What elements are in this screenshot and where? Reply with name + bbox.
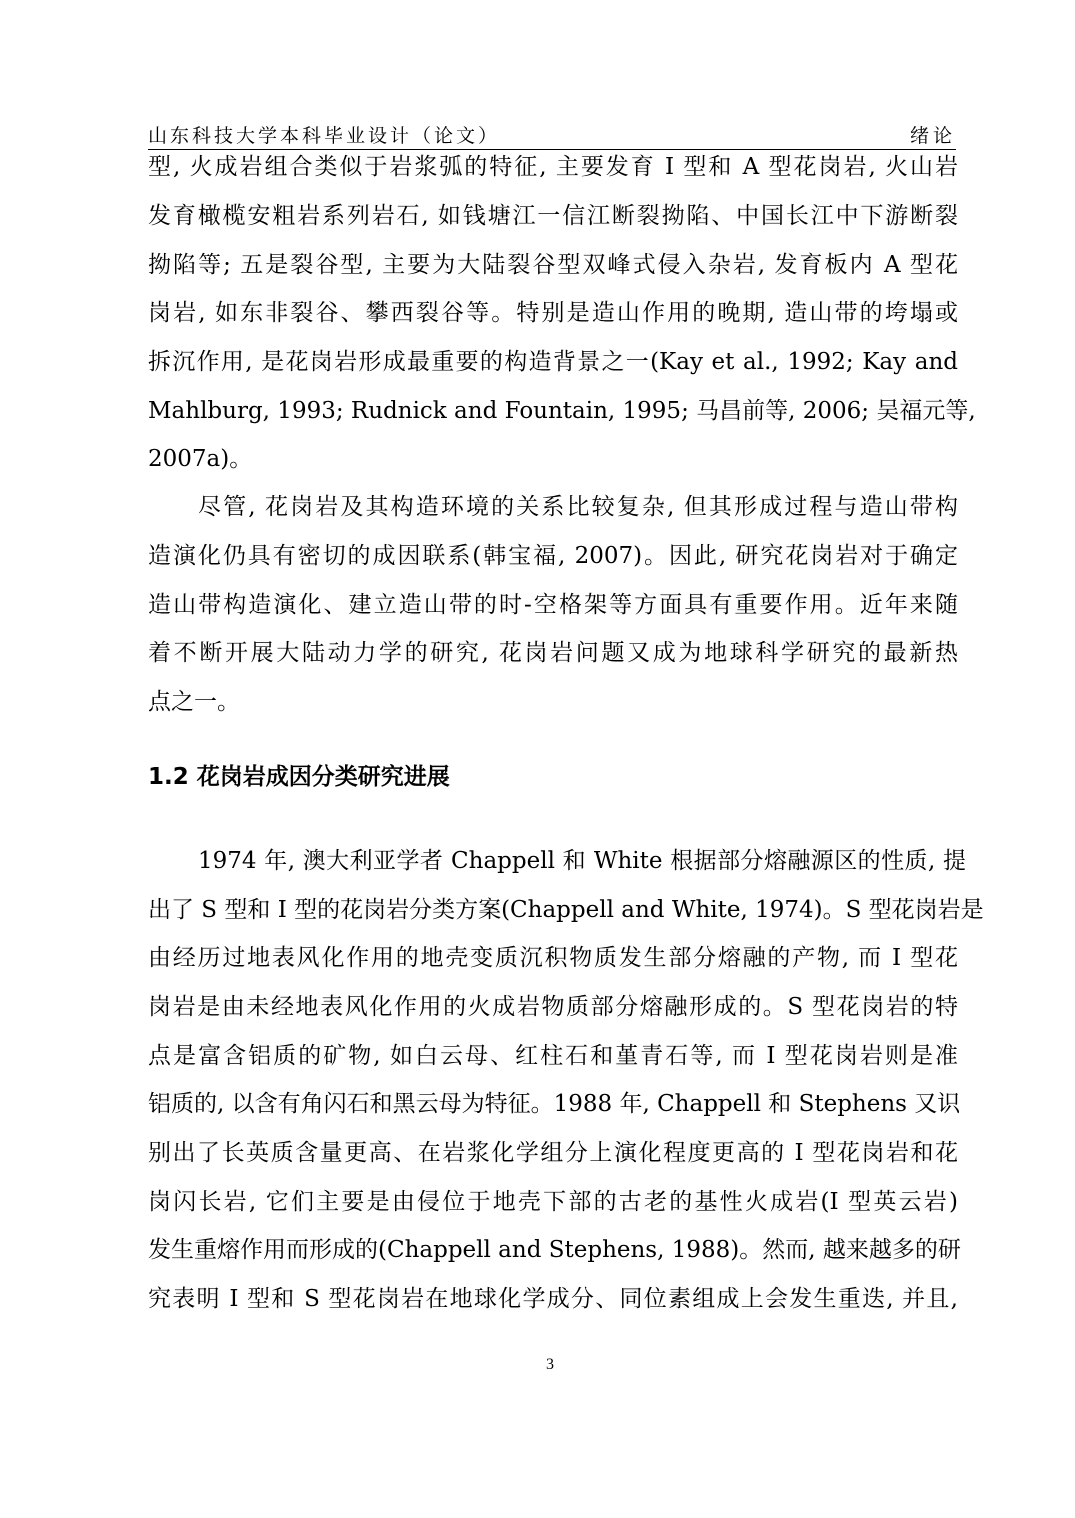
paragraph1-line: 拗陷等; 五是裂谷型, 主要为大陆裂谷型双峰式侵入杂岩, 发育板内 A 型花 — [148, 252, 958, 278]
paragraph1-line: 2007a)。 — [148, 446, 253, 472]
paragraph3-line: 别出了长英质含量更高、在岩浆化学组分上演化程度更高的 I 型花岗岩和花 — [148, 1140, 958, 1166]
paragraph3-line: 点是富含铝质的矿物, 如白云母、红柱石和堇青石等, 而 I 型花岗岩则是准 — [148, 1043, 958, 1069]
paragraph2-line: 尽管, 花岗岩及其构造环境的关系比较复杂, 但其形成过程与造山带构 — [198, 494, 958, 520]
header-thesis-title: 山东科技大学本科毕业设计（论文） — [148, 125, 501, 147]
paragraph3-line: 究表明 I 型和 S 型花岗岩在地球化学成分、同位素组成上会发生重迭, 并且, — [148, 1286, 958, 1312]
paragraph3-line: 发生重熔作用而形成的(Chappell and Stephens, 1988)。然而, 越来越多的研 — [148, 1237, 961, 1263]
paragraph2-line: 点之一。 — [148, 689, 240, 715]
paragraph3-line: 出了 S 型和 I 型的花岗岩分类方案(Chappell and White, 1974)。S 型花岗岩是 — [148, 897, 984, 923]
paragraph1-line: Mahlburg, 1993; Rudnick and Fountain, 1995; 马昌前等, 2006; 吴福元等, — [148, 398, 976, 424]
paragraph2-line: 着不断开展大陆动力学的研究, 花岗岩问题又成为地球科学研究的最新热 — [148, 640, 958, 666]
paragraph1-line: 型, 火成岩组合类似于岩浆弧的特征, 主要发育 I 型和 A 型花岗岩, 火山岩 — [148, 154, 958, 180]
paragraph3-line: 铝质的, 以含有角闪石和黑云母为特征。1988 年, Chappell 和 Stephens 又识 — [148, 1091, 961, 1117]
page-header — [148, 119, 956, 150]
section-heading: 1.2 花岗岩成因分类研究进展 — [148, 764, 450, 790]
paragraph3-line: 1974 年, 澳大利亚学者 Chappell 和 White 根据部分熔融源区的性质, 提 — [198, 848, 966, 874]
paragraph3-line: 岗岩是由未经地表风化作用的火成岩物质部分熔融形成的。S 型花岗岩的特 — [148, 994, 958, 1020]
header-chapter-title: 绪论 — [909, 125, 956, 147]
paragraph3-line: 岗闪长岩, 它们主要是由侵位于地壳下部的古老的基性火成岩(I 型英云岩) — [148, 1189, 958, 1215]
page-number: 3 — [546, 1356, 554, 1373]
paragraph3-line: 由经历过地表风化作用的地壳变质沉积物质发生部分熔融的产物, 而 I 型花 — [148, 945, 958, 971]
paragraph1-line: 拆沉作用, 是花岗岩形成最重要的构造背景之一(Kay et al., 1992; Kay and — [148, 349, 958, 375]
paragraph2-line: 造演化仍具有密切的成因联系(韩宝福, 2007)。因此, 研究花岗岩对于确定 — [148, 543, 958, 569]
paragraph1-line: 岗岩, 如东非裂谷、攀西裂谷等。特别是造山作用的晚期, 造山带的垮塌或 — [148, 300, 958, 326]
paragraph2-line: 造山带构造演化、建立造山带的时-空格架等方面具有重要作用。近年来随 — [148, 592, 958, 618]
paragraph1-line: 发育橄榄安粗岩系列岩石, 如钱塘江一信江断裂拗陷、中国长江中下游断裂 — [148, 203, 958, 229]
